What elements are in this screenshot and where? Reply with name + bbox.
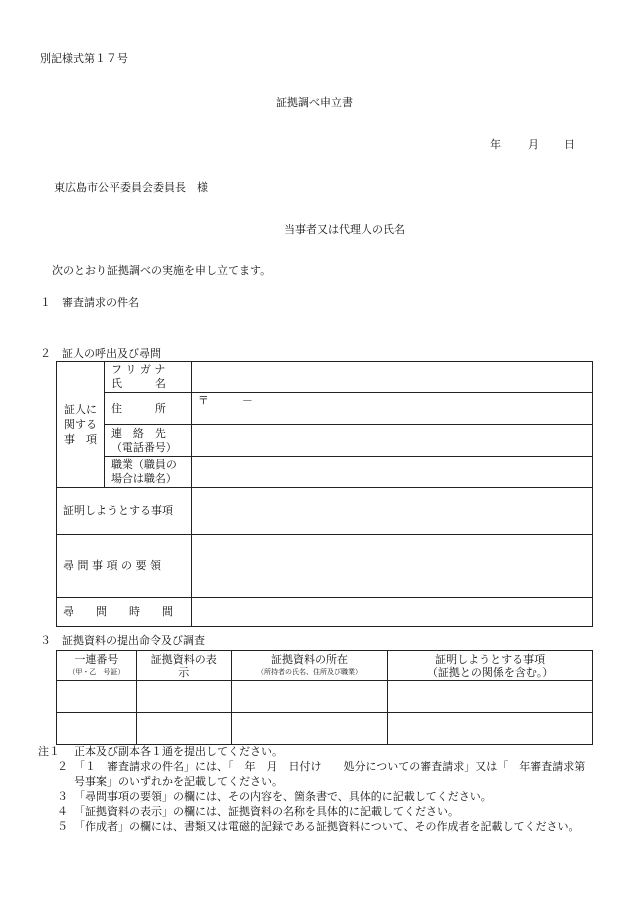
note-3: ３ 「尋問事項の要領」の欄には、その内容を、箇条書で、具体的に記載してください。 — [57, 790, 492, 803]
table-row — [57, 713, 593, 745]
questioning-field[interactable] — [191, 535, 592, 598]
cell[interactable] — [57, 681, 137, 713]
note-1: 注１ 正本及び副本各１通を提出してください。 — [38, 745, 283, 758]
form-number: 別記様式第１７号 — [40, 52, 128, 65]
name-label-cell — [104, 362, 191, 393]
address-field[interactable] — [191, 393, 592, 425]
section-2-heading: ２ 証人の呼出及び尋問 — [40, 347, 161, 360]
col-serial: 一連番号 （甲・乙 号証） — [57, 651, 137, 681]
job-field[interactable] — [191, 457, 592, 488]
intro-text: 次のとおり証拠調べの実施を申し立てます。 — [52, 264, 272, 277]
cell[interactable] — [388, 681, 593, 713]
page-title: 証拠調べ申立書 — [276, 96, 353, 109]
applicant-label: 当事者又は代理人の氏名 — [284, 223, 405, 236]
table-row — [57, 681, 593, 713]
date-day: 日 — [564, 138, 575, 151]
contact-field[interactable] — [191, 425, 592, 457]
contact-label: 連 絡 先 （電話番号） — [104, 425, 191, 457]
postal-mark: 〒 － — [197, 394, 253, 407]
notes — [38, 744, 598, 834]
cell[interactable] — [136, 681, 231, 713]
cell[interactable] — [136, 713, 231, 745]
furigana-label: フ リ ガ ナ — [110, 363, 166, 376]
address-label: 住 所 — [104, 393, 191, 425]
name-label: 氏 名 — [110, 377, 166, 390]
cell[interactable] — [231, 713, 388, 745]
addressee: 東広島市公平委員会委員長 様 — [54, 181, 208, 194]
col-evidence-display: 証拠資料の表 示 — [136, 651, 231, 681]
date-month: 月 — [528, 138, 539, 151]
time-field[interactable] — [191, 598, 592, 627]
witness-group-label: 証人に 関する 事 項 — [57, 362, 105, 488]
cell[interactable] — [388, 713, 593, 745]
witness-table — [56, 361, 593, 627]
date-year: 年 — [490, 138, 501, 151]
section-1-heading: １ 審査請求の件名 — [40, 296, 139, 309]
job-label: 職業（職員の 場合は職名） — [104, 457, 191, 488]
section-3-heading: ３ 証拠資料の提出命令及び調査 — [40, 634, 205, 647]
note-4: ４ 「証拠資料の表示」の欄には、証拠資料の名称を具体的に記載してください。 — [57, 805, 459, 818]
note-2: ２ 「１ 審査請求の件名」には、「 年 月 日付け 処分についての審査請求」又は「 年審査請求第 号事案」のいずれかを記載してください。 — [57, 760, 597, 788]
note-5: ５ 「作成者」の欄には、書類又は電磁的記録である証拠資料について、その作成者を記載してください。 — [57, 820, 580, 833]
cell[interactable] — [231, 681, 388, 713]
questioning-label: 尋 問 事 項 の 要 領 — [57, 535, 192, 598]
prove-label: 証明しようとする事項 — [57, 488, 192, 535]
evidence-table — [56, 650, 593, 745]
cell[interactable] — [57, 713, 137, 745]
name-field[interactable] — [191, 362, 592, 393]
prove-field[interactable] — [191, 488, 592, 535]
col-prove: 証明しようとする事項 （証拠との関係を含む。） — [388, 651, 593, 681]
time-label: 尋 問 時 間 — [57, 598, 192, 627]
col-evidence-location: 証拠資料の所在 （所持者の氏名、住所及び職業） — [231, 651, 388, 681]
